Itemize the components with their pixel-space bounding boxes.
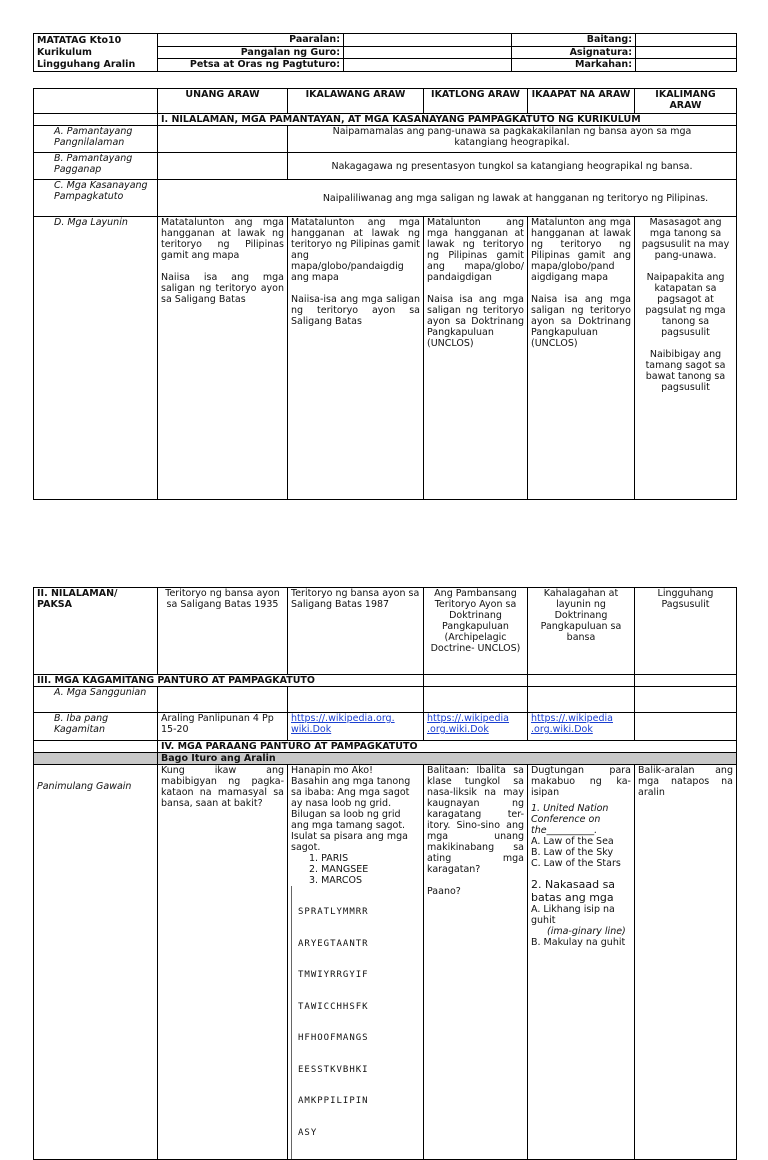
layunin-day4 xyxy=(528,217,635,500)
row-label-iba-pang-kagamitan: B. Iba pang Kagamitan xyxy=(34,713,158,741)
blank-cell xyxy=(635,713,737,741)
day-header: IKAAPAT NA ARAW xyxy=(528,89,635,114)
paaralan-label: Paaralan: xyxy=(158,34,344,47)
blank-cell xyxy=(34,114,158,126)
word-search-grid[interactable] xyxy=(291,886,420,1159)
baitang-label: Baitang: xyxy=(512,34,636,47)
header-table xyxy=(33,33,737,72)
markahan-field[interactable] xyxy=(636,59,737,72)
grid-row: HFHOOFMANGS xyxy=(298,1033,369,1043)
kagamitan-link-day3[interactable]: https://.wikipedia .org.wiki.Dok xyxy=(424,713,528,741)
header-left-title xyxy=(34,34,158,72)
markahan-label: Markahan: xyxy=(512,59,636,72)
panimula-day3 xyxy=(424,765,528,1160)
section-1-title: I. NILALAMAN, MGA PAMANTAYAN, AT MGA KASANAYANG PAMPAGKATUTO NG KURIKULUM xyxy=(158,114,737,126)
day-header: IKALIMANG ARAW xyxy=(635,89,737,114)
list-item: 2. MANGSEE xyxy=(309,864,369,875)
blank-cell xyxy=(528,687,635,713)
row-label-b: B. Pamantayang Pagganap xyxy=(34,153,158,180)
layunin-day3 xyxy=(424,217,528,500)
kagamitan-link-day4[interactable]: https://.wikipedia .org.wiki.Dok xyxy=(528,713,635,741)
blank-cell xyxy=(635,687,737,713)
paksa-day2: Teritoryo ng bansa ayon sa Saligang Batas 1987 xyxy=(288,588,424,675)
panimula-day4 xyxy=(528,765,635,1160)
row-label-a: A. Pamantayang Pangnilalaman xyxy=(34,126,158,153)
dugtungan-intro: Dugtungan para makabuo ng ka-isipan xyxy=(531,765,631,798)
paano-text: Paano? xyxy=(427,886,461,897)
section-3-title: III. MGA KAGAMITANG PANTURO AT PAMPAGKATUTO xyxy=(34,675,424,687)
panimula-day2 xyxy=(288,765,424,1160)
day-header: UNANG ARAW xyxy=(158,89,288,114)
hanapin-list xyxy=(291,853,420,886)
grid-row: TMWIYRRGYIF xyxy=(298,970,369,980)
petsa-label: Petsa at Oras ng Pagtuturo: xyxy=(158,59,344,72)
list-item: 1. PARIS xyxy=(309,853,349,864)
layunin-day2 xyxy=(288,217,424,500)
blank-cell xyxy=(635,675,737,687)
layunin-text: Naisa isa ang mga saligan ng teritoryo ayon sa Doktrinang Pangkapuluan (UNCLOS) xyxy=(427,294,524,349)
layunin-text: Matalunton ang mga hangganan at lawak ng teritoryo ng Pilipinas gamit ang mapa/globo/ pandaigdigan xyxy=(427,217,524,283)
guro-label: Pangalan ng Guro: xyxy=(158,46,344,59)
layunin-text: Naibibigay ang tamang sagot sa bawat tanong sa pagsusulit xyxy=(645,349,726,393)
grid-row: SPRATLYMMRR xyxy=(298,907,369,917)
q2-option: B. Makulay na guhit xyxy=(531,937,626,948)
hanapin-title: Hanapin mo Ako! xyxy=(291,765,373,776)
panimula-day5: Balik-aralan ang mga natapos na aralin xyxy=(635,765,737,1160)
blank-corner xyxy=(34,89,158,114)
grid-row: AMKPPILIPIN xyxy=(298,1096,369,1106)
blank-cell xyxy=(158,687,288,713)
layunin-text: Matalunton ang mga hangganan at lawak ng teritoryo ng Pilipinas gamit ang mapa/globo/pand aigdigang mapa xyxy=(531,217,631,283)
day-header: IKALAWANG ARAW xyxy=(288,89,424,114)
paksa-day4: Kahalagahan at layunin ng Doktrinang Pangkapuluan sa bansa xyxy=(528,588,635,675)
layunin-text: Matatalunton ang mga hangganan at lawak ng teritoryo ng Pilipinas gamit ang mapa/globo/pandaigdig ang mapa xyxy=(291,217,420,283)
paksa-day1: Teritoryo ng bansa ayon sa Saligang Batas 1935 xyxy=(158,588,288,675)
layunin-text: Matatalunton ang mga hangganan at lawak ng teritoryo ng Pilipinas gamit ang mapa xyxy=(161,217,284,261)
blank-cell xyxy=(424,687,528,713)
q1-option: A. Law of the Sea xyxy=(531,836,614,847)
layunin-text: Naipapakita ang katapatan sa pagsagot at pagsulat ng mga tanong sa pagsusulit xyxy=(645,272,726,338)
layunin-day5 xyxy=(635,217,737,500)
lesson-table-1 xyxy=(33,88,737,500)
grid-row: EESSTKVBHKI xyxy=(298,1064,369,1075)
kasanayang-pampagkatuto: Naipaliliwanag ang mga saligan ng lawak at hangganan ng teritoryo ng Pilipinas. xyxy=(158,180,737,217)
layunin-day1 xyxy=(158,217,288,500)
kagamitan-link-day2[interactable]: https://.wikipedia.org. wiki.Dok xyxy=(288,713,424,741)
layunin-text: Naiisa-isa ang mga saligan ng teritoryo ayon sa Saligang Batas xyxy=(291,294,420,327)
grid-row: TAWICCHHSFK xyxy=(298,1001,369,1012)
panimula-day1: Kung ikaw ang mabibigyan ng pagka-kataon na mamasyal sa bansa, saan at bakit? xyxy=(158,765,288,1160)
paksa-day3: Ang Pambansang Teritoryo Ayon sa Doktrinang Pangkapuluan (Archipelagic Doctrine- UNCLOS) xyxy=(424,588,528,675)
guro-field[interactable] xyxy=(344,46,512,59)
row-label-c: C. Mga Kasanayang Pampagkatuto xyxy=(34,180,158,217)
pamantayang-pangnilalaman: Naipamamalas ang pang-unawa sa pagkakakilanlan ng bansa ayon sa mga katangiang heograpikal. xyxy=(288,126,737,153)
layunin-text: Naisa isa ang mga saligan ng teritoryo ayon sa Doktrinang Pangkapuluan (UNCLOS) xyxy=(531,294,631,349)
grid-row: ARYEGTAANTR xyxy=(298,938,369,949)
blank-cell xyxy=(158,153,288,180)
section-4-title: IV. MGA PARAANG PANTURO AT PAMPAGKATUTO xyxy=(158,741,737,753)
q2-option: A. Likhang isip na guhit xyxy=(531,904,615,926)
grid-row: ASY xyxy=(298,1127,318,1138)
q2-option-note: (ima-ginary line) xyxy=(547,926,626,937)
balitaan-text: Balitaan: Ibalita sa klase tungkol sa nasa-liksik na may kaugnayan ng karagatang ter-itory. Sino-sino ang mga unang makikinabang sa ating mga karagatan? xyxy=(427,765,524,875)
asignatura-field[interactable] xyxy=(636,46,737,59)
hanapin-instructions: Basahin ang mga tanong sa ibaba: Ang mga sagot ay nasa loob ng grid. Bilugan sa loob ng grid ang mga tamang sagot. Isulat sa pisara ang mga sagot. xyxy=(291,776,411,853)
section-2-label: II. NILALAMAN/ PAKSA xyxy=(34,588,158,675)
q1-option: C. Law of the Stars xyxy=(531,858,621,869)
bago-ituro-subtitle: Bago Ituro ang Aralin xyxy=(158,753,737,765)
kagamitan-day1: Araling Panlipunan 4 Pp 15-20 xyxy=(158,713,288,741)
paksa-day5: Lingguhang Pagsusulit xyxy=(635,588,737,675)
asignatura-label: Asignatura: xyxy=(512,46,636,59)
header-left-line: MATATAG Kto10 xyxy=(37,35,122,46)
paaralan-field[interactable] xyxy=(344,34,512,47)
layunin-text: Naiisa isa ang mga saligan ng teritoryo ayon sa Saligang Batas xyxy=(161,272,284,305)
row-label-d: D. Mga Layunin xyxy=(34,217,158,500)
lesson-table-2 xyxy=(33,587,737,1160)
header-left-line: Lingguhang Aralin xyxy=(37,59,136,70)
day-header: IKATLONG ARAW xyxy=(424,89,528,114)
blank-cell xyxy=(34,741,158,753)
list-item: 3. MARCOS xyxy=(309,875,363,886)
row-label-panimulang-gawain: Panimulang Gawain xyxy=(34,765,158,1160)
layunin-text: Masasagot ang mga tanong sa pagsusulit na may pang-unawa. xyxy=(641,217,730,261)
blank-cell xyxy=(34,753,158,765)
blank-cell xyxy=(288,687,424,713)
blank-cell xyxy=(424,675,528,687)
q1-option: B. Law of the Sky xyxy=(531,847,614,858)
blank-cell xyxy=(158,126,288,153)
pamantayang-pagganap: Nakagagawa ng presentasyon tungkol sa katangiang heograpikal ng bansa. xyxy=(288,153,737,180)
petsa-field[interactable] xyxy=(344,59,512,72)
row-label-sanggunian: A. Mga Sanggunian xyxy=(34,687,158,713)
baitang-field[interactable] xyxy=(636,34,737,47)
blank-cell xyxy=(528,675,635,687)
dugtungan-q1: 1. United Nation Conference on the__________. xyxy=(531,803,609,836)
header-left-line: Kurikulum xyxy=(37,47,92,58)
dugtungan-q2: 2. Nakasaad sa batas ang mga xyxy=(531,878,616,904)
